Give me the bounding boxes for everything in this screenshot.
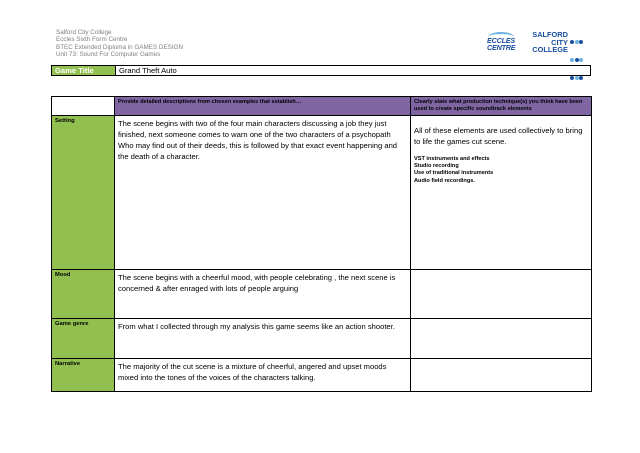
genre-technique[interactable]	[411, 319, 592, 359]
table-row	[52, 270, 592, 319]
genre-description[interactable]: From what I collected through my analysis this game seems like an action shooter.	[115, 319, 411, 359]
table-row	[52, 359, 592, 392]
eccles-logo-text: CENTRE	[487, 43, 516, 53]
game-title-label: Game Title	[52, 66, 116, 76]
game-title-value[interactable]: Grand Theft Auto	[116, 66, 591, 76]
row-label-game-genre: Game genre	[52, 319, 115, 359]
list-item: Use of traditional instruments	[414, 170, 494, 177]
header-line: Eccles Sixth Form Centre	[56, 36, 128, 44]
salford-logo-text: COLLEGE	[532, 45, 568, 55]
list-item: Audio field recordings.	[414, 177, 475, 184]
list-item: VST instruments and effects	[414, 156, 490, 162]
document-header	[56, 29, 183, 59]
narrative-description[interactable]: The majority of the cut scene is a mixture of cheerful, angered and upset moods mixed into the tones of the voices of the characters talking.	[115, 359, 411, 392]
header-line: Unit 73: Sound For Computer Games	[56, 51, 161, 59]
list-item: Studio recording	[414, 163, 459, 170]
salford-logo-text: SALFORD	[532, 30, 568, 39]
table-row	[52, 116, 592, 270]
header-line: Salford City College	[56, 29, 112, 36]
technique-list	[414, 156, 588, 185]
logo-dots-icon	[570, 32, 586, 86]
salford-city-college-logo	[532, 29, 586, 55]
setting-technique-cell[interactable]	[411, 116, 592, 270]
technique-summary: All of these elements are used collectively to bring to life the games cut scene.	[414, 126, 583, 146]
row-label-mood: Mood	[52, 270, 115, 319]
mood-technique[interactable]	[411, 270, 592, 319]
eccles-centre-logo	[484, 31, 524, 53]
game-title-table	[51, 65, 591, 76]
table-row	[52, 319, 592, 359]
mood-description[interactable]: The scene begins with a cheerful mood, with people celebrating , the next scene is concerned & after enraged with lots of people arguing	[115, 270, 411, 319]
narrative-technique[interactable]	[411, 359, 592, 392]
descriptions-header: Provide detailed descriptions from chosen examples that establish…	[115, 97, 411, 116]
logos	[484, 29, 584, 55]
analysis-table	[51, 96, 592, 392]
row-label-narrative: Narrative	[52, 359, 115, 392]
setting-description[interactable]: The scene begins with two of the four main characters discussing a job they just finished, next someone comes to warn one of the two characters of a psychopath Who may find out of their deeds, this is followed by that exact event happening and the death of a character.	[115, 116, 411, 270]
salford-logo-text: CITY	[551, 37, 568, 47]
techniques-header: Clearly state what production technique(s) you think have been used to create specific soundtrack elements	[411, 97, 592, 116]
row-label-setting: Setting	[52, 116, 115, 270]
eccles-logo-text: ECCLES	[487, 36, 515, 45]
blank-header-cell	[52, 97, 115, 116]
header-line: BTEC Extended Diploma in GAMES DESIGN	[56, 43, 184, 51]
